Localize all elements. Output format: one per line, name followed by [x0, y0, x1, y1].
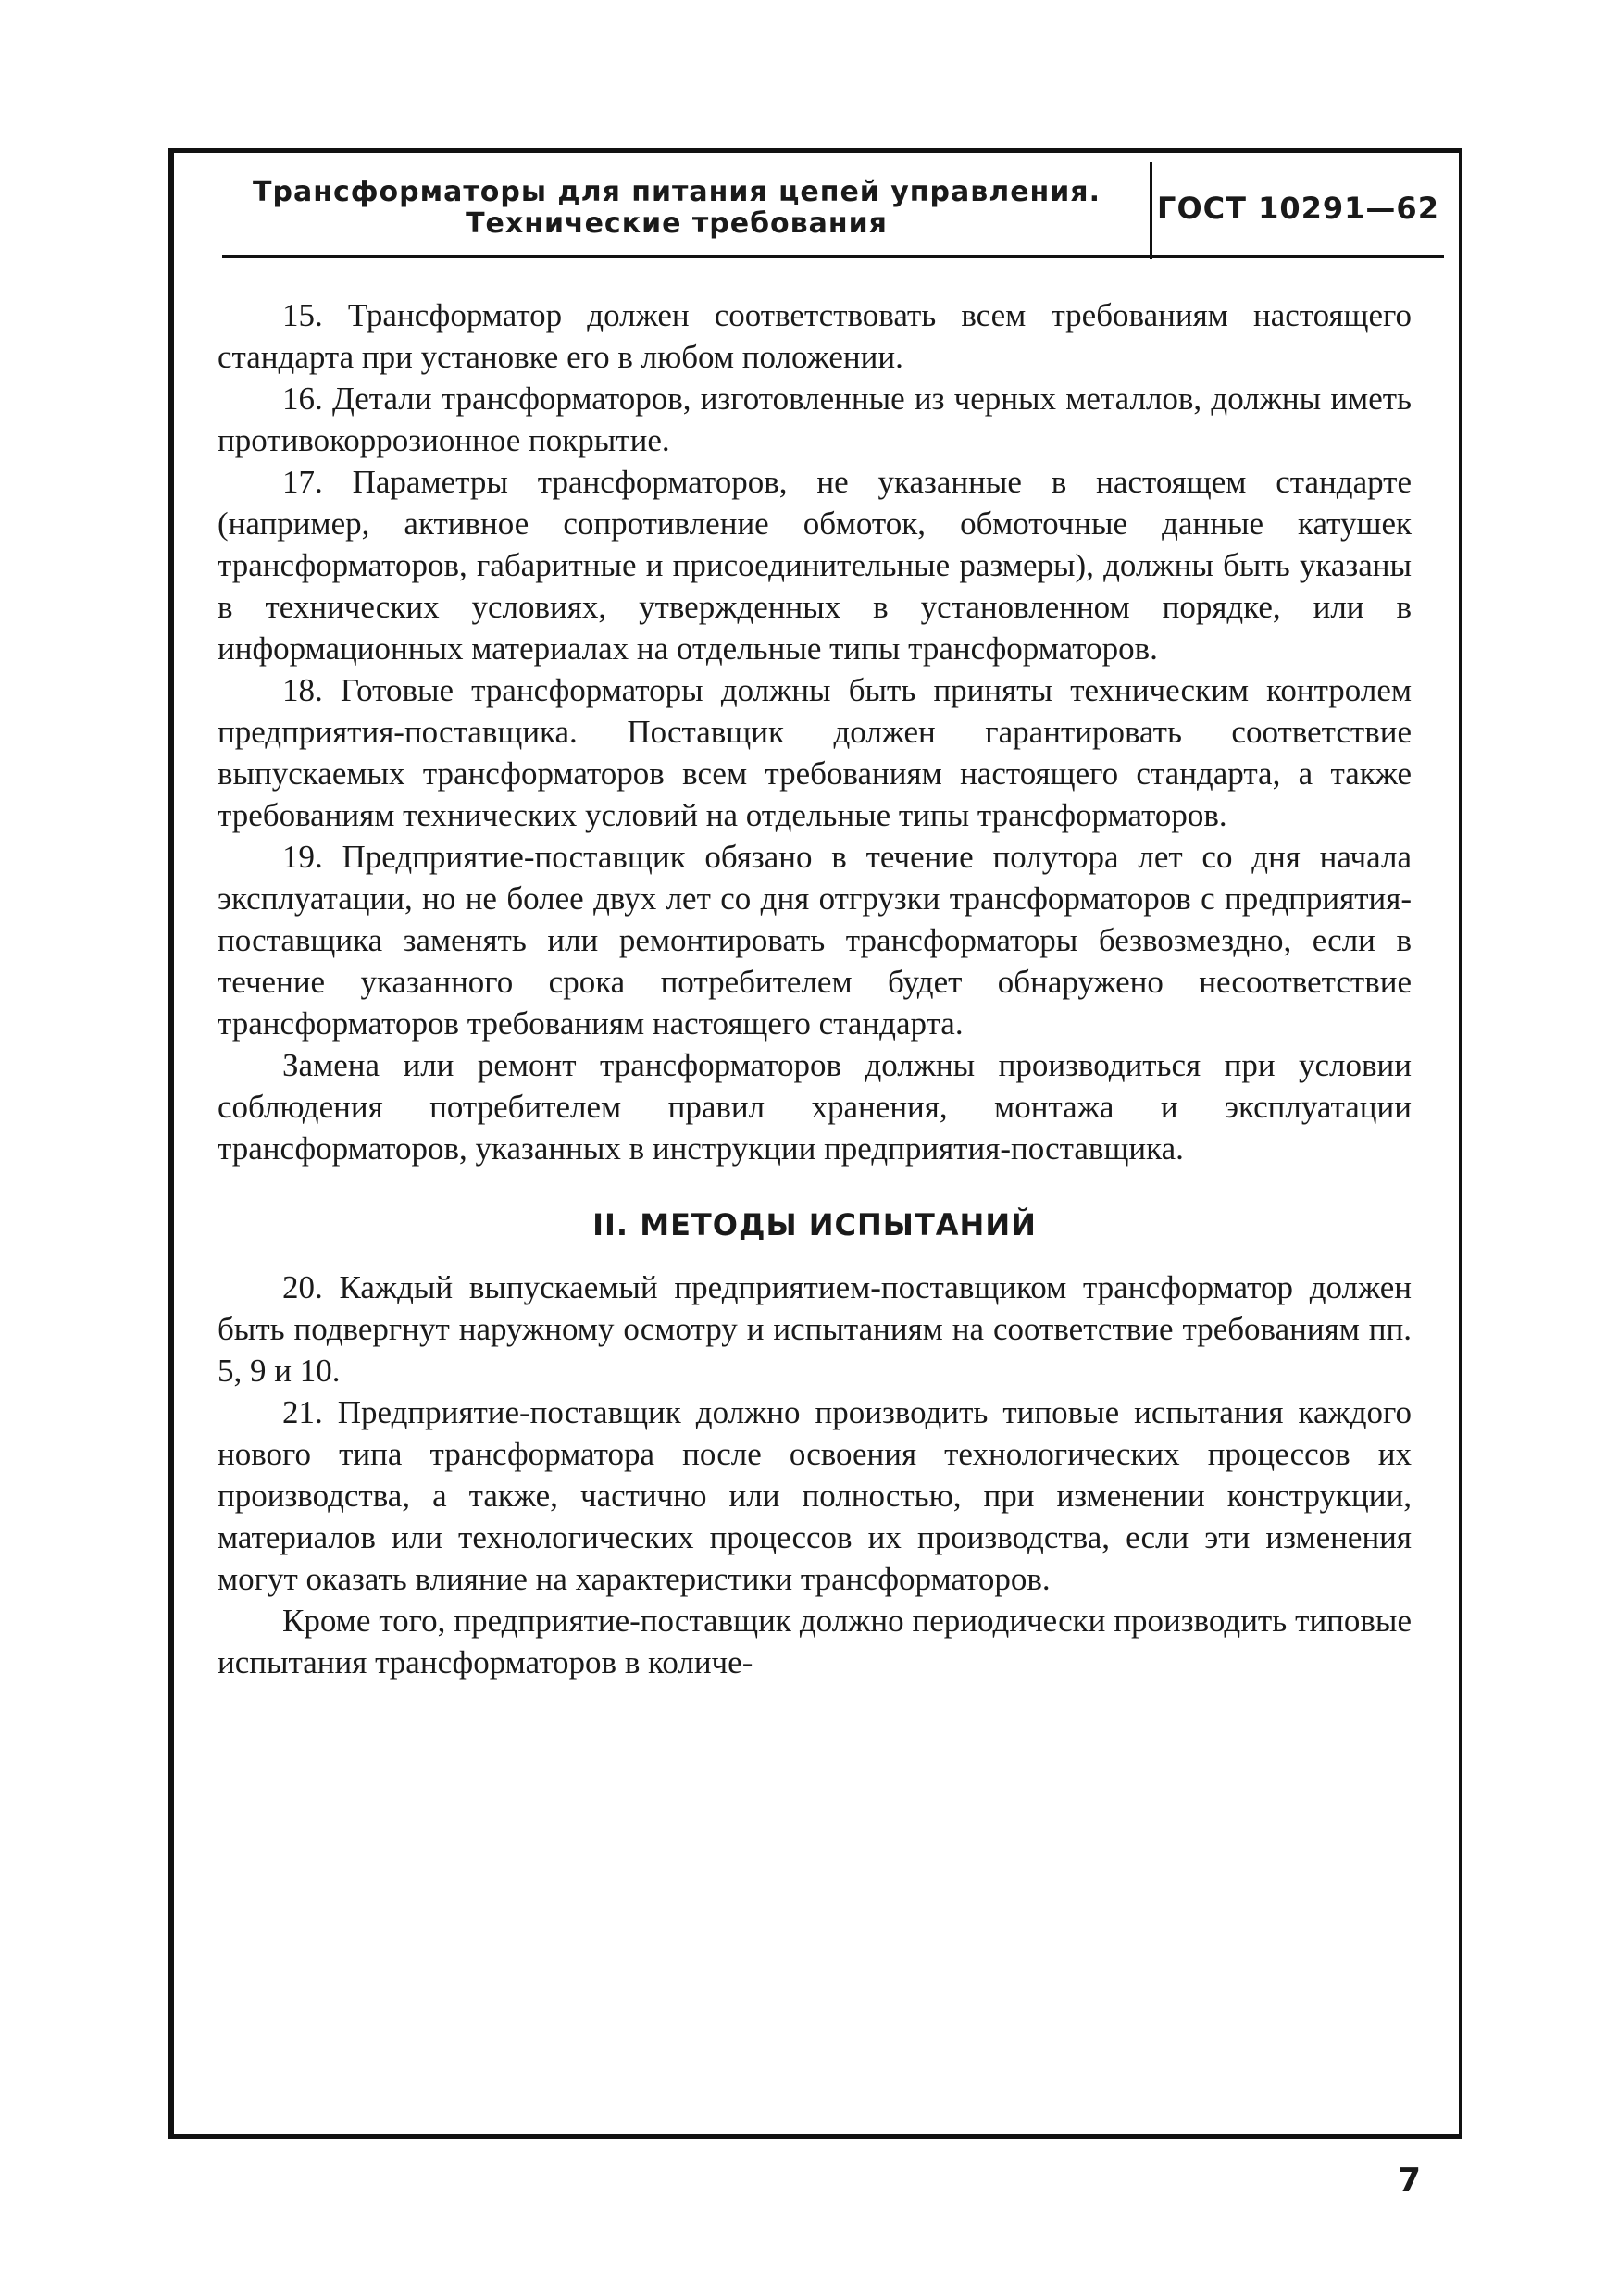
section-title: II. МЕТОДЫ ИСПЫТАНИЙ	[592, 1207, 1037, 1242]
paragraph-18: 18. Готовые трансформаторы должны быть приняты техническим контролем предприятия-поставщика. Поставщик должен гарантировать соответствие выпускаемых трансформаторов всем требованиям настоящего стандарта, а также требованиям технических условий на отдельные типы трансформаторов.	[218, 672, 1412, 833]
paragraph-19-continued: Замена или ремонт трансформаторов должны производиться при условии соблюдения потребителем правил хранения, монтажа и эксплуатации трансформаторов, указанных в инструкции предприятия-поставщика.	[218, 1047, 1412, 1167]
header-title-line-1: Трансформаторы для питания цепей управления.	[253, 176, 1101, 208]
paragraph-16: 16. Детали трансформаторов, изготовленные из черных металлов, должны иметь противокоррозионное покрытие.	[218, 381, 1412, 458]
page-number: 7	[1398, 2162, 1422, 2200]
header-title-line-2: Технические требования	[466, 207, 888, 240]
paragraph-21-continued: Кроме того, предприятие-поставщик должно периодически производить типовые испытания трансформаторов в количе-	[218, 1603, 1412, 1680]
paragraph-15: 15. Трансформатор должен соответствовать всем требованиям настоящего стандарта при установке его в любом положении.	[218, 297, 1412, 375]
paragraph-21: 21. Предприятие-поставщик должно производить типовые испытания каждого нового типа трансформатора после освоения технологических процессов их производства, а также, частично или полностью, при изменении конструкции, материалов или технологических процессов их производства, если эти изменения могут оказать влияние на характеристики трансформаторов.	[218, 1394, 1412, 1597]
document-body	[218, 294, 1412, 1683]
paragraph-17: 17. Параметры трансформаторов, не указанные в настоящем стандарте (например, активное сопротивление обмоток, обмоточные данные катушек трансформаторов, габаритные и присоединительные размеры), должны быть указаны в технических условиях, утвержденных в установленном порядке, или в информационных материалах на отдельные типы трансформаторов.	[218, 464, 1412, 667]
paragraph-20: 20. Каждый выпускаемый предприятием-поставщиком трансформатор должен быть подвергнут наружному осмотру и испытаниям на соответствие требованиям пп. 5, 9 и 10.	[218, 1269, 1412, 1389]
document-header	[222, 162, 1444, 258]
standard-code: ГОСТ 10291—62	[1157, 191, 1439, 226]
paragraph-19: 19. Предприятие-поставщик обязано в течение полутора лет со дня начала эксплуатации, но не более двух лет со дня отгрузки трансформаторов с предприятия-поставщика заменять или ремонтировать трансформаторы безвозмездно, если в течение указанного срока потребителем будет обнаружено несоответствие трансформаторов требованиям настоящего стандарта.	[218, 839, 1412, 1042]
header-title	[222, 162, 1150, 255]
